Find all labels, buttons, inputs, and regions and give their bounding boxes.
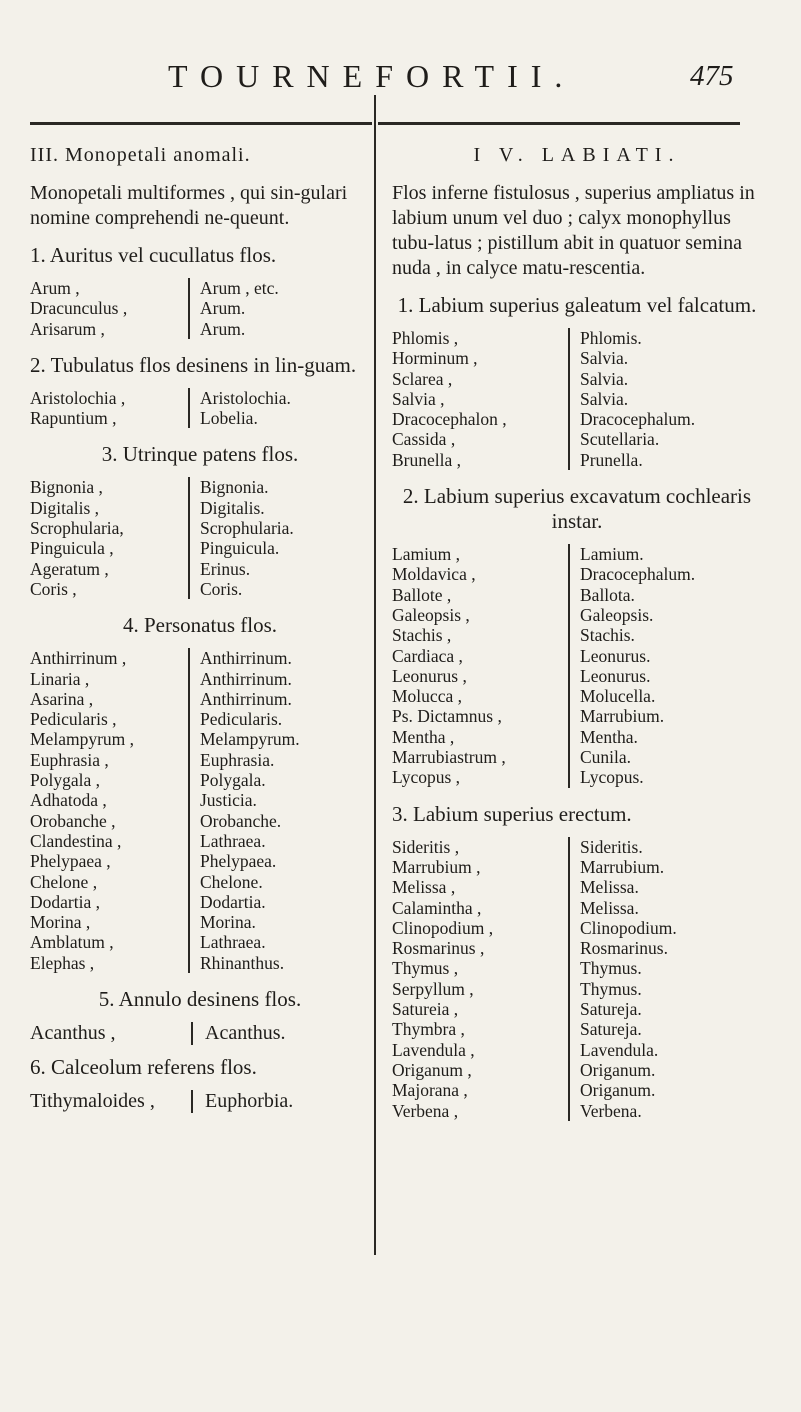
table-cell: Satureja. (580, 999, 642, 1020)
running-title: TOURNEFORTII. (168, 58, 576, 94)
table-cell: Polygala. (200, 770, 266, 791)
section-intro-right: Flos inferne fistulosus , superius ampliatus in labium unum vel duo ; calyx monophyllus tubu-latus ; pistillum abit in quatuor semina nuda , in calyce matu-rescentia. (392, 182, 755, 279)
table-cell: Clinopodium , (392, 917, 494, 938)
section-intro-left: Monopetali multiformes , qui sin-gulari nomine comprehendi ne-queunt. (30, 182, 348, 229)
table-cell: Anthirrinum , (30, 648, 127, 669)
table-cell: Lavendula , (392, 1039, 475, 1060)
table-cell: Salvia. (580, 348, 629, 369)
species-table-r1 (392, 328, 762, 470)
table-cell: Adhatoda , (30, 790, 107, 811)
table-cell: Rosmarinus , (392, 938, 485, 959)
table-cell: Euphrasia , (30, 749, 109, 770)
group-heading-3: 3. Utrinque patens flos. (101, 442, 299, 467)
table-cell: Pinguicula. (200, 538, 280, 559)
table-cell: Melampyrum , (30, 729, 135, 750)
table-col-genera (570, 328, 695, 470)
table-cell: Galeopsis. (580, 604, 654, 625)
table-cell: Calamintha , (392, 897, 482, 918)
table-cell: Lamium , (392, 544, 461, 565)
table-cell: Dracocephalum. (580, 564, 696, 585)
table-cell: Lamium. (580, 544, 644, 565)
table-cell: Dracocephalon , (392, 409, 507, 430)
header-rule-left (30, 122, 372, 125)
species-table-1 (30, 278, 370, 339)
table-cell: Chelone. (200, 871, 263, 892)
table-cell: Euphrasia. (200, 749, 275, 770)
table-cell: Linaria , (30, 668, 90, 689)
species-table-r3 (392, 837, 762, 1121)
table-col-names (392, 544, 570, 788)
group-heading-1: 1. Auritus vel cucullatus flos. (30, 243, 277, 267)
table-cell: Scutellaria. (580, 429, 660, 450)
table-cell: Horminum , (392, 348, 478, 369)
table-col-names (30, 648, 190, 973)
table-cell: Marrubium. (580, 706, 665, 727)
table-cell: Origanum , (392, 1059, 472, 1080)
table-cell: Galeopsis , (392, 604, 470, 625)
table-cell: Arisarum , (30, 318, 105, 339)
table-cell: Chelone , (30, 871, 98, 892)
table-cell: Aristolochia , (30, 387, 126, 408)
table-cell: Phlomis. (580, 328, 642, 348)
table-cell: Verbena. (580, 1100, 642, 1121)
table-cell: Lavendula. (580, 1039, 659, 1060)
group-heading-6: 6. Calceolum referens flos. (30, 1055, 257, 1080)
table-cell: Mentha. (580, 726, 638, 747)
table-cell: Phlomis , (392, 328, 459, 348)
table-cell: Clandestina , (30, 830, 122, 851)
table-cell: Rosmarinus. (580, 938, 668, 959)
table-cell: Melissa. (580, 897, 639, 918)
table-cell: Cunila. (580, 747, 632, 768)
table-cell: Dodartia. (200, 891, 266, 912)
table-cell: Clinopodium. (580, 917, 677, 938)
table-cell: Scrophularia. (200, 518, 294, 539)
table-col-genera (190, 477, 294, 599)
table-cell: Dodartia , (30, 891, 100, 912)
table-cell: Mentha , (392, 726, 455, 747)
table-cell: Morina. (200, 912, 256, 933)
table-cell-genus: Acanthus. (205, 1022, 286, 1045)
table-cell: Molucca , (392, 686, 462, 707)
table-cell: Melampyrum. (200, 729, 300, 750)
table-cell: Orobanche , (30, 810, 116, 831)
table-cell: Aristolochia. (200, 387, 291, 408)
group-heading-r3: 3. Labium superius erectum. (392, 801, 632, 826)
table-cell: Scrophularia, (30, 518, 124, 539)
species-table-r2 (392, 544, 762, 788)
table-cell: Bignonia. (200, 477, 269, 498)
left-column (30, 140, 370, 1123)
table-cell: Orobanche. (200, 810, 282, 831)
table-cell: Stachis. (580, 625, 635, 646)
table-cell: Lycopus. (580, 767, 644, 788)
table-cell: Lathraea. (200, 830, 266, 851)
table-cell: Digitalis , (30, 497, 100, 518)
section-title-labiati: I V. LABIATI. (473, 144, 681, 166)
table-cell: Ageratum , (30, 558, 109, 579)
table-col-genera (570, 837, 677, 1121)
table-cell: Phelypaea , (30, 851, 111, 872)
table-cell: Salvia , (392, 388, 445, 409)
table-cell: Phelypaea. (200, 851, 277, 872)
table-col-names (30, 477, 190, 599)
table-cell: Coris , (30, 578, 77, 599)
table-cell: Sideritis. (580, 836, 643, 857)
table-cell: Coris. (200, 578, 243, 599)
table-cell: Brunella , (392, 449, 462, 470)
species-table-2 (30, 388, 370, 429)
table-col-genera (190, 388, 291, 429)
table-cell: Ps. Dictamnus , (392, 706, 502, 727)
table-cell: Arum. (200, 298, 246, 319)
group-heading-r1: 1. Labium superius galeatum vel falcatum. (397, 293, 757, 317)
page-number: 475 (690, 60, 734, 92)
table-cell: Salvia. (580, 388, 629, 409)
right-column (392, 140, 762, 1135)
table-cell: Origanum. (580, 1080, 656, 1101)
table-cell: Anthirrinum. (200, 688, 292, 709)
table-cell: Leonurus , (392, 665, 467, 686)
table-cell: Anthirrinum. (200, 668, 292, 689)
running-header (0, 58, 801, 98)
table-cell: Pinguicula , (30, 538, 114, 559)
table-cell: Prunella. (580, 449, 643, 470)
table-col-genera (190, 278, 279, 339)
table-cell: Thymus. (580, 978, 642, 999)
table-cell: Lycopus , (392, 767, 461, 788)
table-col-names (30, 278, 190, 339)
table-cell: Melissa. (580, 877, 639, 898)
group-heading-5: 5. Annulo desinens flos. (98, 987, 302, 1012)
species-row-6 (30, 1090, 370, 1113)
table-cell: Pedicularis , (30, 709, 117, 730)
table-col-genera (570, 544, 695, 788)
table-cell: Satureja. (580, 1019, 642, 1040)
group-heading-r2: 2. Labium superius excavatum cochlearis instar. (402, 484, 752, 534)
table-cell: Bignonia , (30, 477, 103, 498)
table-cell: Digitalis. (200, 497, 265, 518)
table-cell: Serpyllum , (392, 978, 474, 999)
table-cell: Dracunculus , (30, 298, 128, 319)
table-cell: Thymus. (580, 958, 642, 979)
table-cell: Ballota. (580, 584, 635, 605)
table-col-names (30, 388, 190, 429)
table-cell: Amblatum , (30, 932, 114, 953)
table-col-genera (190, 648, 300, 973)
table-cell: Lathraea. (200, 932, 266, 953)
table-cell: Origanum. (580, 1059, 656, 1080)
table-cell-name: Acanthus , (30, 1022, 193, 1045)
table-cell: Pedicularis. (200, 709, 283, 730)
table-cell: Satureia , (392, 999, 459, 1020)
table-cell: Lobelia. (200, 408, 258, 429)
table-cell: Anthirrinum. (200, 648, 292, 669)
table-cell: Justicia. (200, 790, 257, 811)
table-cell: Sideritis , (392, 836, 460, 857)
table-cell-name: Tithymaloides , (30, 1090, 193, 1113)
table-cell: Dracocephalum. (580, 409, 696, 430)
table-col-names (392, 328, 570, 470)
table-cell: Stachis , (392, 625, 452, 646)
table-cell: Marrubium. (580, 856, 665, 877)
table-cell: Rapuntium , (30, 408, 117, 429)
section-title-monopetali: III. Monopetali anomali. (30, 144, 251, 166)
table-cell: Elephas , (30, 952, 95, 973)
table-cell: Majorana , (392, 1080, 468, 1101)
table-cell-genus: Euphorbia. (205, 1090, 294, 1113)
header-rule-right (378, 122, 740, 125)
species-row-5 (30, 1022, 370, 1045)
table-col-names (392, 837, 570, 1121)
table-cell: Cardiaca , (392, 645, 463, 666)
table-cell: Moldavica , (392, 564, 476, 585)
table-cell: Asarina , (30, 688, 94, 709)
table-cell: Marrubium , (392, 856, 481, 877)
table-cell: Leonurus. (580, 645, 651, 666)
table-cell: Salvia. (580, 368, 629, 389)
table-cell: Rhinanthus. (200, 952, 285, 973)
table-cell: Verbena , (392, 1100, 459, 1121)
table-cell: Marrubiastrum , (392, 747, 506, 768)
table-cell: Arum. (200, 318, 246, 339)
table-cell: Erinus. (200, 558, 251, 579)
group-heading-2: 2. Tubulatus flos desinens in lin-guam. (30, 352, 357, 377)
table-cell: Cassida , (392, 429, 456, 450)
column-divider (374, 95, 376, 1255)
table-cell: Leonurus. (580, 665, 651, 686)
table-cell: Molucella. (580, 686, 656, 707)
group-heading-4: 4. Personatus flos. (123, 613, 277, 638)
table-cell: Morina , (30, 912, 91, 933)
species-table-4 (30, 648, 370, 973)
table-cell: Sclarea , (392, 368, 453, 389)
table-cell: Arum , etc. (200, 278, 279, 298)
table-cell: Melissa , (392, 877, 456, 898)
table-cell: Ballote , (392, 584, 452, 605)
table-cell: Thymbra , (392, 1019, 465, 1040)
species-table-3 (30, 477, 370, 599)
table-cell: Polygala , (30, 770, 100, 791)
table-cell: Arum , (30, 278, 80, 298)
table-cell: Thymus , (392, 958, 459, 979)
